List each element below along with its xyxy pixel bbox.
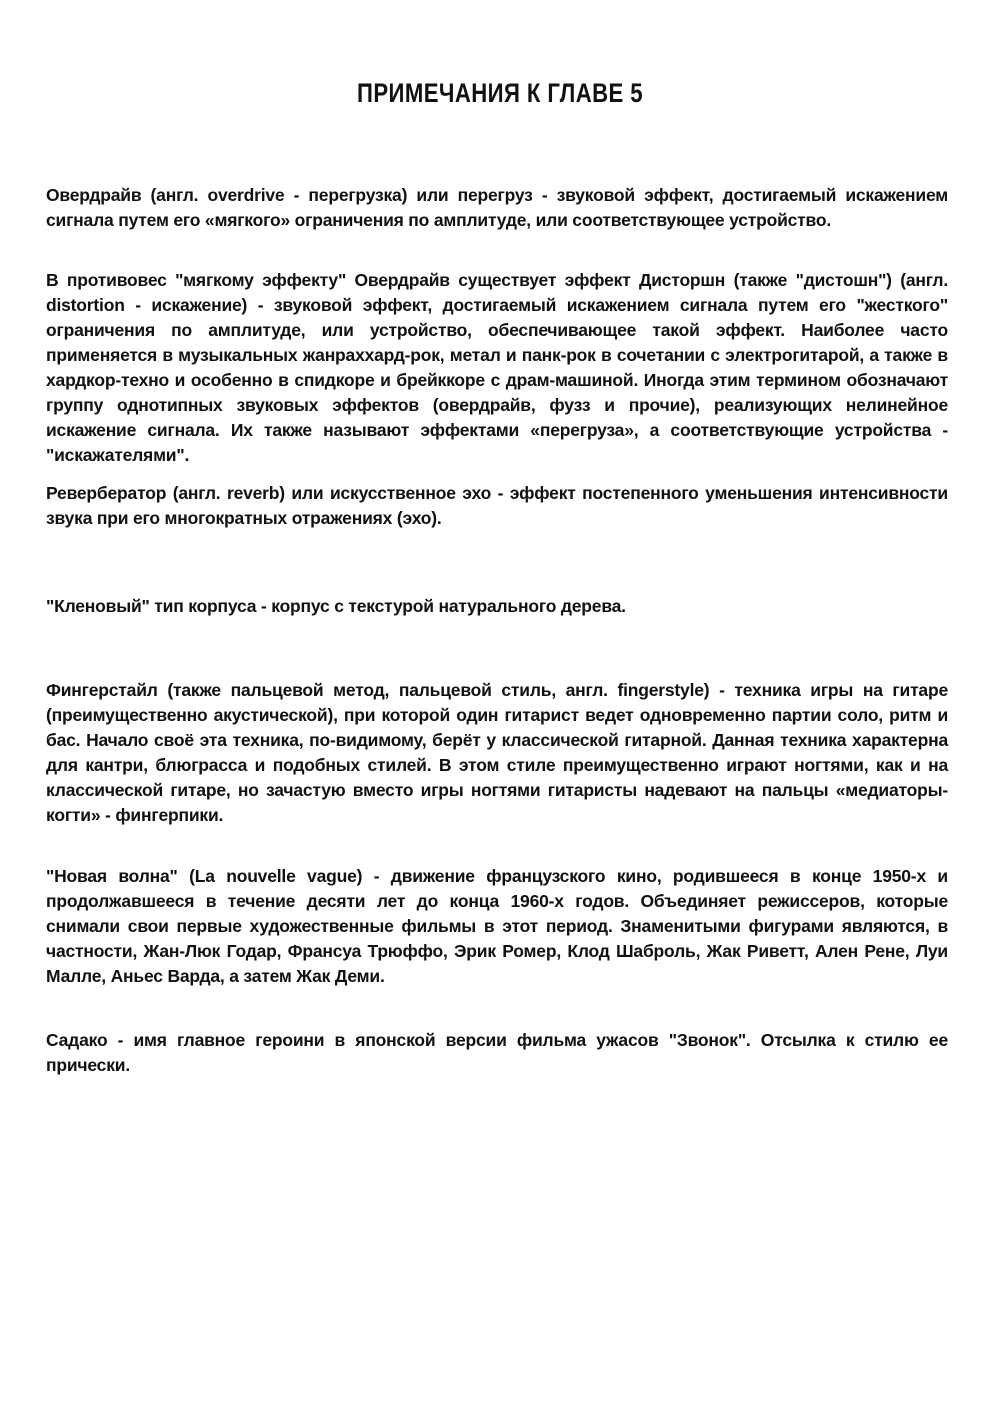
page-title: ПРИМЕЧАНИЯ К ГЛАВЕ 5	[357, 78, 643, 108]
note-maple-body: "Кленовый" тип корпуса - корпус с текстурой натурального дерева.	[46, 595, 626, 616]
note-sadako: Садако - имя главное героини в японской версии фильма ужасов "Звонок". Отсылка к стилю ее прически.	[46, 1029, 948, 1075]
note-distortion: В противовес "мягкому эффекту" Овердрайв существует эффект Дисторшн (также "дистошн") (англ. distortion - искажение) - звуковой эффект, достигаемый искажением сигнала путем его "жесткого" ограничения по амплитуде, или устройство, обеспечивающее такой эффект. Наиболее часто применяется в музыкальных жанраххард-рок, метал и панк-рок в сочетании с электрогитарой, а также в хардкор-техно и особенно в спидкоре и брейккоре с драм-машиной. Иногда этим термином обозначают группу однотипных звуковых эффектов (овердрайв, фузз и прочие), реализующих нелинейное искажение сигнала. Их также называют эффектами «перегруза», а соответствующие устройства - "искажателями".	[46, 269, 948, 465]
note-overdrive: Овердрайв (англ. overdrive - перегрузка) или перегруз - звуковой эффект, достигаемый искажением сигнала путем его «мягкого» ограничения по амплитуде, или соответствующее устройство.	[46, 184, 948, 230]
note-new-wave: "Новая волна" (La nouvelle vague) - движение французского кино, родившееся в конце 1950-х и продолжавшееся в течение десяти лет до конца 1960-х годов. Объединяет режиссеров, которые снимали свои первые художественные фильмы в этот период. Знаменитыми фигурами являются, в частности, Жан-Люк Годар, Франсуа Трюффо, Эрик Ромер, Клод Шаброль, Жак Риветт, Ален Рене, Луи Малле, Аньес Варда, а затем Жак Деми.	[46, 865, 948, 986]
note-reverb: Ревербератор (англ. reverb) или искусственное эхо - эффект постепенного уменьшения интенсивности звука при его многократных отражениях (эхо).	[46, 482, 948, 528]
note-fingerstyle: Фингерстайл (также пальцевой метод, пальцевой стиль, англ. fingerstyle) - техника игры на гитаре (преимущественно акустической), при которой один гитарист ведет одновременно партии соло, ритм и бас. Начало своё эта техника, по-видимому, берёт у классической гитарной. Данная техника характерна для кантри, блюграсса и подобных стилей. В этом стиле преимущественно играют ногтями, как и на классической гитаре, но зачастую вместо игры ногтями гитаристы надевают на пальцы «медиаторы-когти» - фингерпики.	[46, 679, 948, 825]
